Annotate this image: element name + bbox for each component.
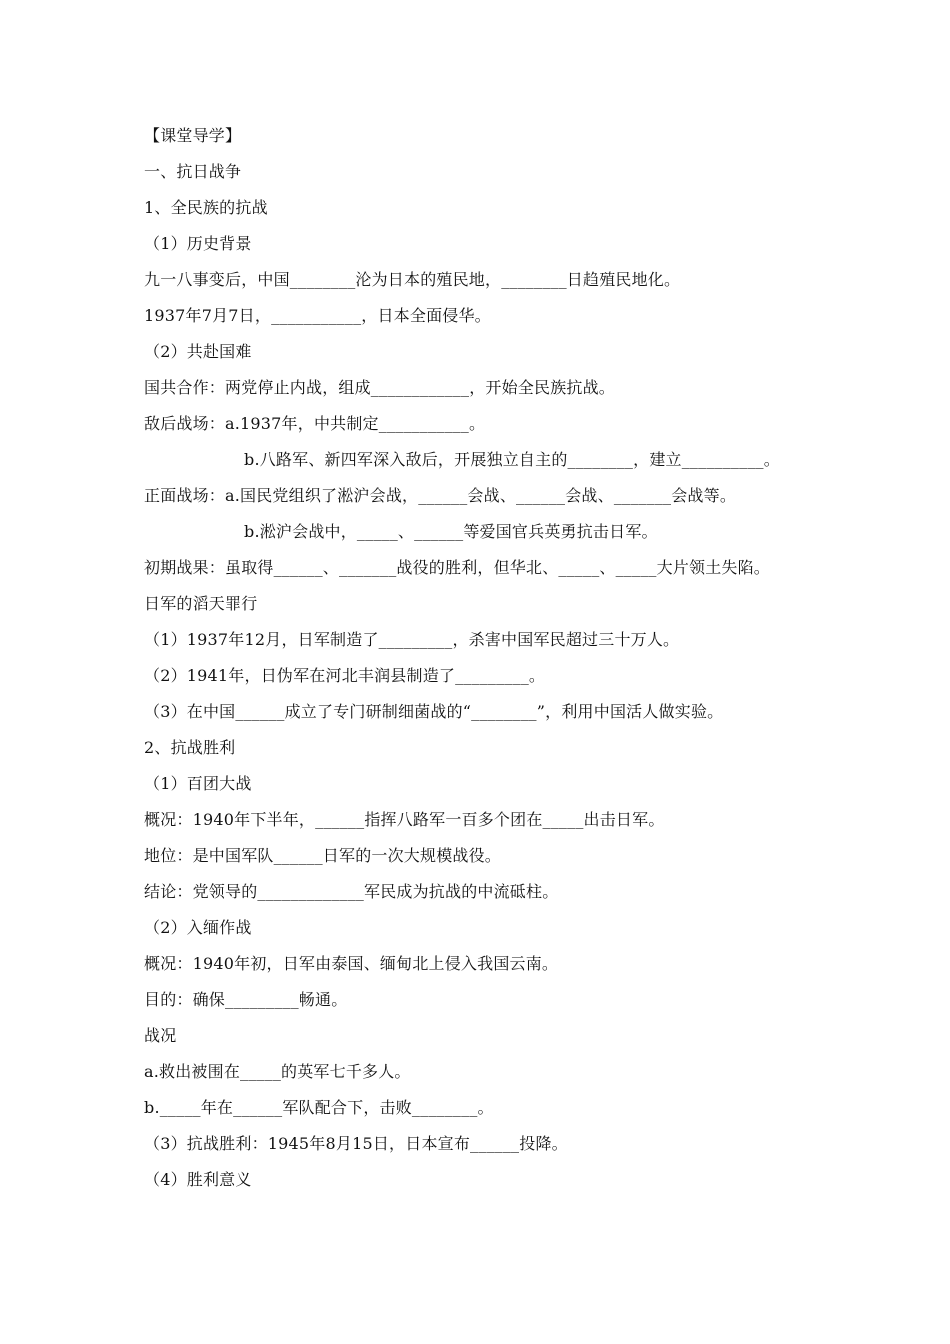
text-line: 结论：党领导的_____________军民成为抗战的中流砥柱。 — [144, 882, 559, 901]
heading-1: 一、抗日战争 — [144, 162, 242, 181]
text-line: 国共合作：两党停止内战，组成____________，开始全民族抗战。 — [144, 378, 616, 397]
text-line: a.救出被围在_____的英军七千多人。 — [144, 1062, 411, 1081]
text-line: b.八路军、新四军深入敌后，开展独立自主的________，建立__________。 — [244, 450, 780, 469]
text-line: 地位：是中国军队______日军的一次大规模战役。 — [144, 846, 502, 865]
text-line: （3）抗战胜利：1945年8月15日，日本宣布______投降。 — [144, 1134, 568, 1153]
subheading: （1）历史背景 — [144, 234, 252, 253]
subheading: （4）胜利意义 — [144, 1170, 252, 1189]
text-line: b.淞沪会战中，_____、______等爱国官兵英勇抗击日军。 — [244, 522, 658, 541]
subheading: （1）百团大战 — [144, 774, 252, 793]
text-line: （3）在中国______成立了专门研制细菌战的“________”，利用中国活人做实验。 — [144, 702, 724, 721]
text-line: 敌后战场：a.1937年，中共制定___________。 — [144, 414, 486, 433]
text-line: 九一八事变后，中国________沦为日本的殖民地，________日趋殖民地化。 — [144, 270, 681, 289]
text-line: 正面战场：a.国民党组织了淞沪会战，______会战、______会战、_______会战等。 — [144, 486, 737, 505]
subheading: 日军的滔天罪行 — [144, 594, 258, 613]
text-line: 1937年7月7日，___________，日本全面侵华。 — [144, 306, 491, 325]
section-header: 【课堂导学】 — [144, 126, 242, 145]
heading-2: 2、抗战胜利 — [144, 738, 236, 757]
subheading: （2）入缅作战 — [144, 918, 252, 937]
text-line: 目的：确保_________畅通。 — [144, 990, 348, 1009]
text-line: 概况：1940年初，日军由泰国、缅甸北上侵入我国云南。 — [144, 954, 559, 973]
heading-2: 1、全民族的抗战 — [144, 198, 268, 217]
subheading: （2）共赴国难 — [144, 342, 252, 361]
subheading: 战况 — [144, 1026, 177, 1045]
text-line: 概况：1940年下半年，______指挥八路军一百多个团在_____出击日军。 — [144, 810, 665, 829]
text-line: 初期战果：虽取得______、_______战役的胜利，但华北、_____、_____大片领土失陷。 — [144, 558, 771, 577]
text-line: （2）1941年，日伪军在河北丰润县制造了_________。 — [144, 666, 546, 685]
text-line: b._____年在______军队配合下，击败________。 — [144, 1098, 494, 1117]
text-line: （1）1937年12月，日军制造了_________，杀害中国军民超过三十万人。 — [144, 630, 680, 649]
